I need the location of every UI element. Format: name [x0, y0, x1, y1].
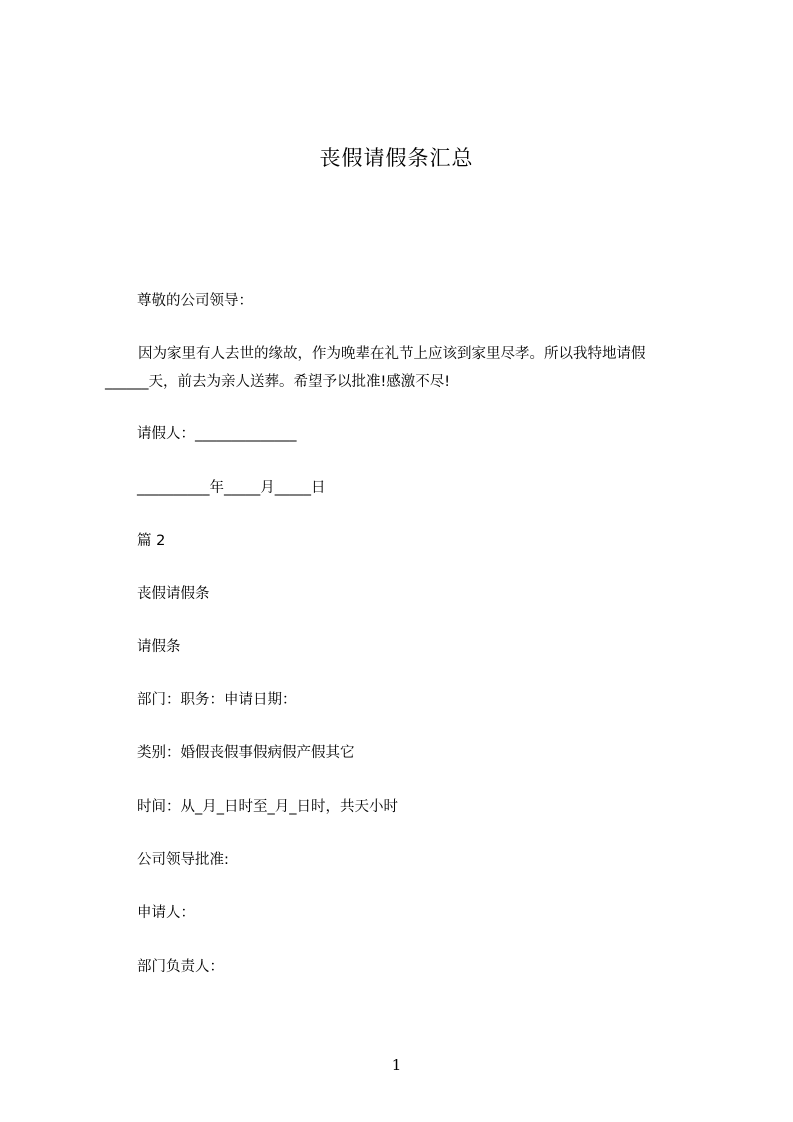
department-line: 部门：职务：申请日期： [137, 692, 297, 708]
department-head-line: 部门负责人： [137, 959, 224, 975]
document-title: 丧假请假条汇总 [319, 146, 474, 170]
page-number: 1 [391, 1056, 402, 1074]
requester-line: 申请人： [137, 905, 195, 921]
section-subtitle: 丧假请假条 [137, 586, 210, 602]
form-heading: 请假条 [137, 639, 181, 655]
time-line: 时间：从_月_日时至_月_日时，共天小时 [137, 799, 398, 815]
salutation: 尊敬的公司领导： [137, 293, 253, 309]
body-line-2: ______天，前去为亲人送葬。希望予以批准!感激不尽! [105, 374, 451, 390]
body-paragraph [105, 340, 705, 396]
section-label: 篇 2 [137, 533, 166, 549]
date-line: __________年_____月_____日 [137, 480, 326, 496]
category-line: 类别：婚假丧假事假病假产假其它 [137, 745, 355, 761]
body-line-1: 因为家里有人去世的缘故，作为晚辈在礼节上应该到家里尽孝。所以我特地请假 [138, 346, 646, 362]
applicant-signature-line: 请假人：______________ [137, 426, 297, 442]
approval-line: 公司领导批准: [137, 852, 229, 868]
